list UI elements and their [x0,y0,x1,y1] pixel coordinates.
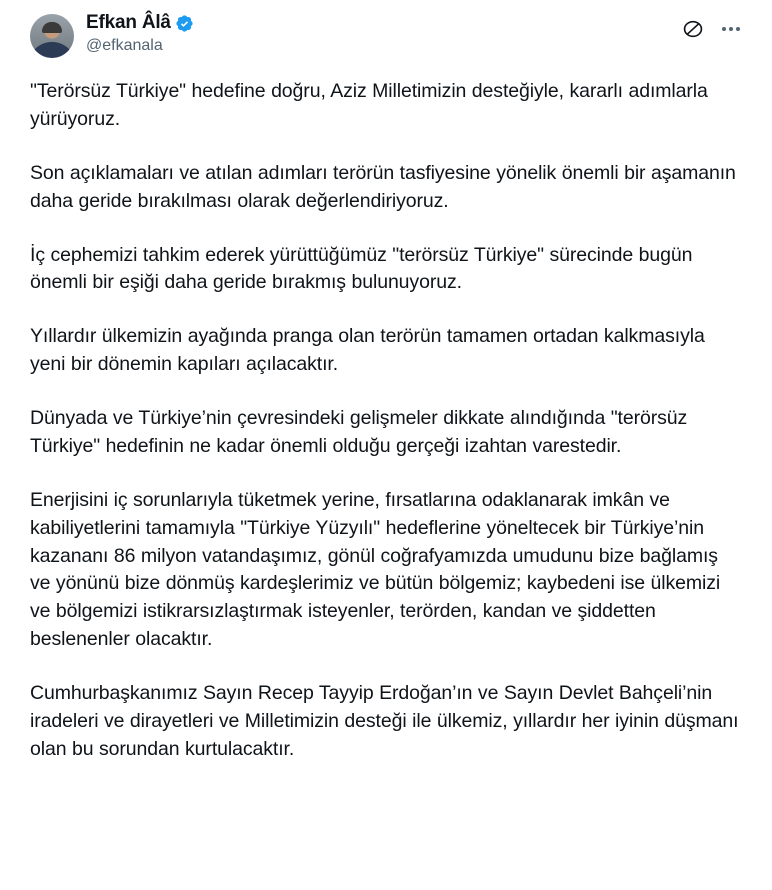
tweet-paragraph: İç cephemizi tahkim ederek yürüttüğümüz "terörsüz Türkiye" sürecinde bugün önemli bir eşiği daha geride bırakmış bulunuyoruz. [30,243,693,294]
tweet-paragraph: Enerjisini iç sorunlarıyla tüketmek yerine, fırsatlarına odaklanarak imkân ve kabiliyetlerini tamamıyla "Türkiye Yüzyılı" hedeflerine yöneltecek bir Türkiye’nin kazananı 86 milyon vatandaşımız, gönül coğrafyamızda umudunu bize bağlamış ve yönünü bize dönmüş kardeşlerimiz ve bütün bölgemiz; kaybedeni ise ülkemizi ve bölgemizi istikrarsızlaştırmak isteyenler, terörden, kandan ve şiddetten beslenenler olacaktır. [30,488,721,651]
tweet-header [30,12,742,64]
grok-icon[interactable] [682,18,704,40]
author-display-name[interactable]: Efkan Âlâ [86,12,171,33]
more-options-icon[interactable] [720,18,742,40]
tweet-paragraph: Dünyada ve Türkiye’nin çevresindeki gelişmeler dikkate alındığında "terörsüz Türkiye" hedefinin ne kadar önemli olduğu gerçeği izahtan varestedir. [30,407,688,457]
tweet-paragraph: "Terörsüz Türkiye" hedefine doğru, Aziz Milletimizin desteğiyle, kararlı adımlarla yürüyoruz. [30,80,708,130]
tweet-paragraph: Son açıklamaları ve atılan adımları terörün tasfiyesine yönelik önemli bir aşamanın daha geride bırakılması olarak değerlendiriyoruz. [30,161,736,212]
avatar[interactable] [30,14,74,58]
tweet-text [30,64,742,784]
author-name-row [86,12,682,35]
verified-badge-icon [175,14,194,33]
tweet-paragraph: Cumhurbaşkanımız Sayın Recep Tayyip Erdoğan’ın ve Sayın Devlet Bahçeli’nin iradeleri ve dirayetleri ve Milletimizin desteği ile ülkemiz, yıllardır her iyinin düşmanı olan bu sorundan kurtulacaktır. [30,682,739,760]
author-block [86,12,682,55]
tweet-paragraph: Yıllardır ülkemizin ayağında pranga olan terörün tamamen ortadan kalkmasıyla yeni bir dönemin kapıları açılacaktır. [30,325,705,376]
author-handle[interactable]: @efkanala [86,36,163,54]
header-actions [682,18,742,40]
